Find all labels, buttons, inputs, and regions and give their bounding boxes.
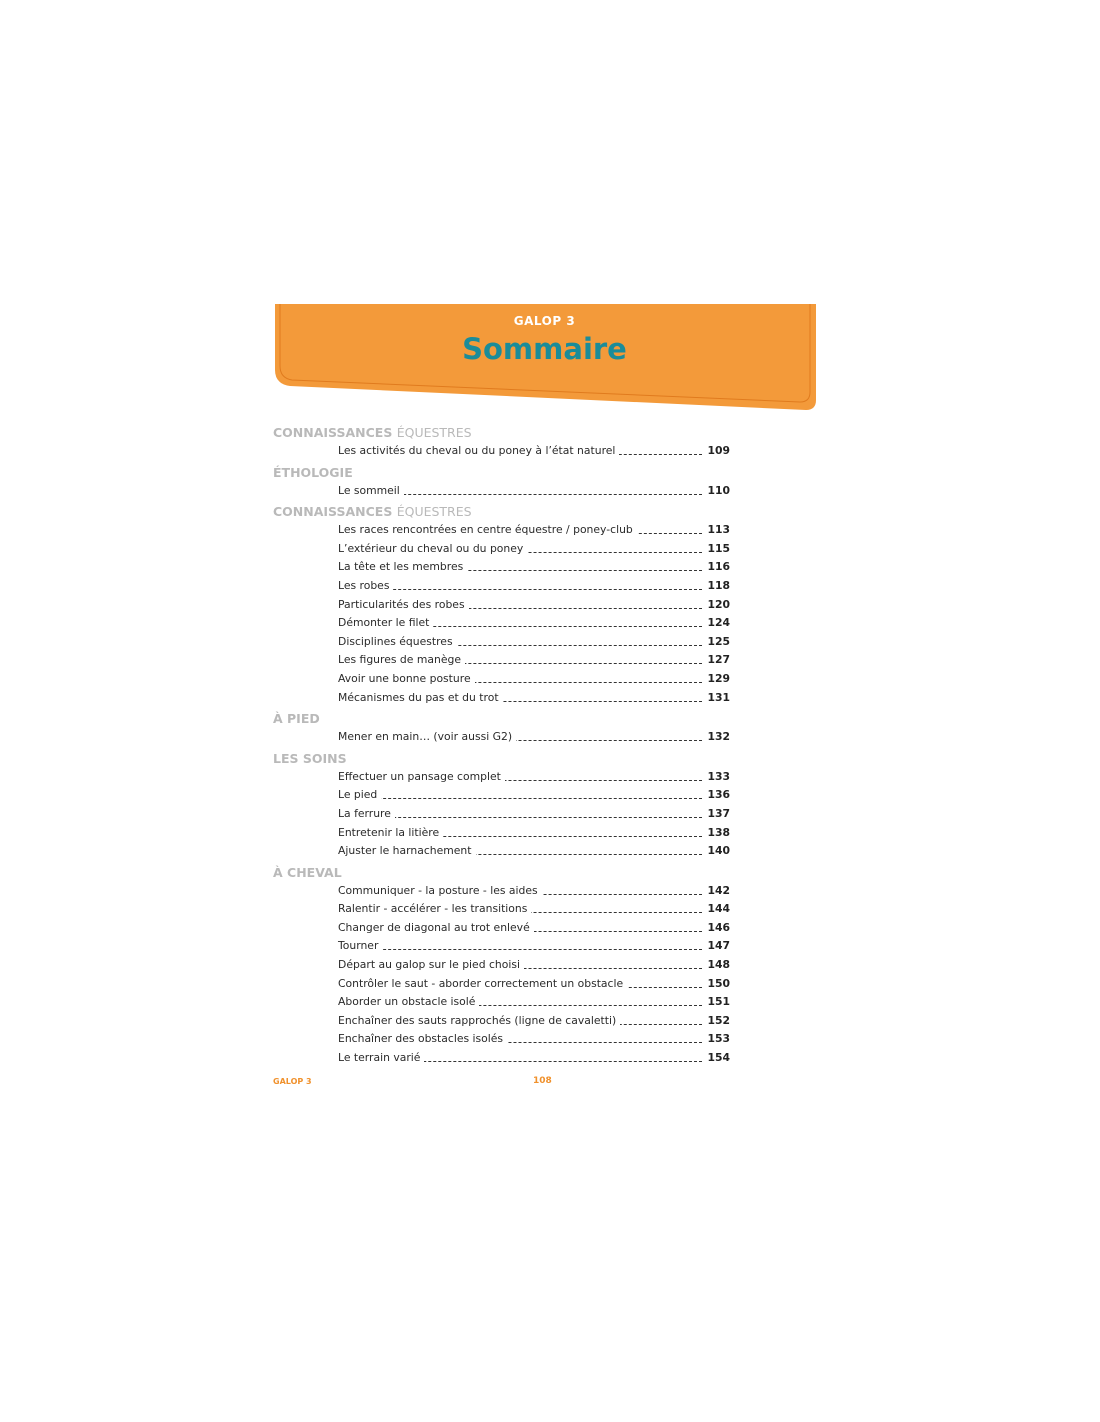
toc-entry[interactable] xyxy=(338,919,730,938)
toc-entry-page: 120 xyxy=(707,597,730,611)
toc-entry[interactable] xyxy=(338,805,730,824)
toc-entry-page: 113 xyxy=(707,523,730,537)
section-heading xyxy=(273,863,733,882)
toc-entry[interactable] xyxy=(338,521,730,540)
toc-entry-label: Communiquer - la posture - les aides xyxy=(338,882,542,901)
toc-entry[interactable] xyxy=(338,993,730,1012)
toc-entry-page: 142 xyxy=(707,883,730,897)
toc-entry-page: 116 xyxy=(707,560,730,574)
section-heading-main: ÉTHOLOGIE xyxy=(273,464,353,480)
toc-entry-label: Démonter le filet xyxy=(338,614,433,633)
toc-entry-label: Avoir une bonne posture xyxy=(338,670,475,689)
toc-entry[interactable] xyxy=(338,651,730,670)
toc-entry-page: 125 xyxy=(707,634,730,648)
toc-entry[interactable] xyxy=(338,786,730,805)
toc-entry-page: 154 xyxy=(707,1051,730,1065)
banner-subtitle: GALOP 3 xyxy=(513,314,576,328)
toc-entry-label: Ralentir - accélérer - les transitions xyxy=(338,900,531,919)
toc-entry[interactable] xyxy=(338,728,730,747)
table-of-contents xyxy=(273,421,733,1068)
toc-entry-label: La tête et les membres xyxy=(338,558,467,577)
toc-entry-label: L’extérieur du cheval ou du poney xyxy=(338,540,527,559)
section-heading xyxy=(273,749,733,768)
toc-entry-page: 148 xyxy=(707,958,730,972)
section-heading-main: CONNAISSANCES xyxy=(273,504,393,520)
toc-entry-page: 136 xyxy=(707,788,730,802)
toc-entry-page: 129 xyxy=(707,671,730,685)
toc-entry-label: Les figures de manège xyxy=(338,651,465,670)
toc-entry-page: 150 xyxy=(707,976,730,990)
toc-entry-page: 137 xyxy=(707,806,730,820)
toc-entry-page: 138 xyxy=(707,825,730,839)
toc-entry-page: 109 xyxy=(707,444,730,457)
toc-entry[interactable] xyxy=(338,614,730,633)
toc-entry-page: 118 xyxy=(707,578,730,592)
toc-entry-page: 133 xyxy=(707,769,730,783)
toc-entry-page: 147 xyxy=(707,939,730,953)
section-heading-main: CONNAISSANCES xyxy=(273,425,393,440)
toc-entry[interactable] xyxy=(338,577,730,596)
section-heading-main: À PIED xyxy=(273,711,320,727)
toc-entry-label: Les activités du cheval ou du poney à l’état naturel xyxy=(338,442,619,461)
toc-entry[interactable] xyxy=(338,975,730,994)
toc-entry[interactable] xyxy=(338,689,730,708)
toc-entry-label: Enchaîner des obstacles isolés xyxy=(338,1030,507,1049)
toc-entry[interactable] xyxy=(338,1030,730,1049)
toc-entry-label: Le sommeil xyxy=(338,482,404,501)
toc-entry-label: Particularités des robes xyxy=(338,596,469,615)
toc-entry-label: Tourner xyxy=(338,937,382,956)
toc-entry[interactable] xyxy=(338,937,730,956)
toc-entry[interactable] xyxy=(338,842,730,861)
toc-entry[interactable] xyxy=(338,956,730,975)
section-heading-light: ÉQUESTRES xyxy=(396,504,472,520)
toc-entry-label: Aborder un obstacle isolé xyxy=(338,993,479,1012)
toc-entry-label: Entretenir la litière xyxy=(338,824,443,843)
toc-entry-label: La ferrure xyxy=(338,805,395,824)
section-heading-main: À CHEVAL xyxy=(273,864,342,880)
toc-entry-label: Effectuer un pansage complet xyxy=(338,768,505,787)
toc-entry-page: 127 xyxy=(707,653,730,667)
toc-entry[interactable] xyxy=(338,1012,730,1031)
section-heading xyxy=(273,502,733,521)
page-title: Sommaire xyxy=(462,332,627,366)
toc-entry[interactable] xyxy=(338,558,730,577)
toc-entry-label: Contrôler le saut - aborder correctement un obstacle xyxy=(338,975,627,994)
toc-entry-label: Le pied xyxy=(338,786,381,805)
toc-entry-page: 146 xyxy=(707,920,730,934)
toc-entry-label: Disciplines équestres xyxy=(338,633,457,652)
toc-entry-page: 124 xyxy=(707,616,730,630)
toc-entry-label: Le terrain varié xyxy=(338,1049,424,1068)
toc-entry-page: 131 xyxy=(707,690,730,704)
title-banner xyxy=(272,304,817,414)
toc-entry-page: 115 xyxy=(707,541,730,555)
page-number: 108 xyxy=(533,1076,552,1086)
section-heading xyxy=(273,463,733,482)
toc-entry[interactable] xyxy=(338,824,730,843)
toc-entry[interactable] xyxy=(338,882,730,901)
toc-entry-page: 152 xyxy=(707,1013,730,1027)
toc-entry-label: Ajuster le harnachement xyxy=(338,842,476,861)
toc-entry-label: Mécanismes du pas et du trot xyxy=(338,689,503,708)
toc-entry[interactable] xyxy=(338,482,730,501)
section-heading-main: LES SOINS xyxy=(273,750,347,766)
toc-entry-label: Changer de diagonal au trot enlevé xyxy=(338,919,534,938)
toc-entry-page: 153 xyxy=(707,1032,730,1046)
toc-entry[interactable] xyxy=(338,1049,730,1068)
toc-entry-label: Enchaîner des sauts rapprochés (ligne de cavaletti) xyxy=(338,1012,620,1031)
toc-entry[interactable] xyxy=(338,596,730,615)
section-heading xyxy=(273,423,733,442)
toc-entry[interactable] xyxy=(338,540,730,559)
toc-entry-page: 144 xyxy=(707,902,730,916)
toc-entry-label: Départ au galop sur le pied choisi xyxy=(338,956,524,975)
toc-entry[interactable] xyxy=(338,768,730,787)
dot-leader xyxy=(338,798,702,799)
toc-entry-label: Les races rencontrées en centre équestre / poney-club xyxy=(338,521,637,540)
toc-entry[interactable] xyxy=(338,900,730,919)
toc-entry[interactable] xyxy=(338,442,730,461)
toc-entry-label: Les robes xyxy=(338,577,393,596)
section-heading-light: ÉQUESTRES xyxy=(396,425,472,440)
toc-entry[interactable] xyxy=(338,670,730,689)
toc-entry-page: 140 xyxy=(707,844,730,858)
dot-leader xyxy=(338,949,702,950)
toc-entry-page: 110 xyxy=(707,483,730,497)
toc-entry-page: 132 xyxy=(707,730,730,744)
toc-entry-label: Mener en main… (voir aussi G2) xyxy=(338,728,516,747)
section-heading xyxy=(273,709,733,728)
footer-label: GALOP 3 xyxy=(273,1077,312,1086)
toc-entry-page: 151 xyxy=(707,995,730,1009)
toc-entry[interactable] xyxy=(338,633,730,652)
